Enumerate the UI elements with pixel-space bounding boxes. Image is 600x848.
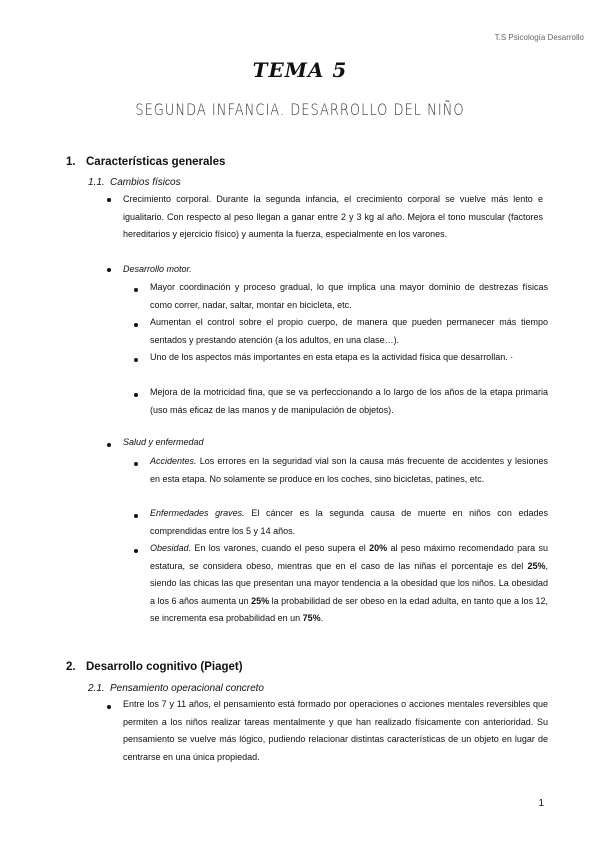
subsection-1-1-heading [88,177,181,188]
paragraph-crecimiento: Crecimiento corporal. Durante la segunda infancia, el crecimiento corporal se vuelve más lento e igualitario. Con respecto al peso llegan a ganar entre 2 y 3 kg al año. Mejora el tono muscular (factores hereditarios y ejercicio físico) y aumenta la fuerza, especialmente en los varones. [123,194,543,239]
health-obesity: Obesidad. En los varones, cuando el peso supera el 20% al peso máximo recomendado para su estatura, se considera obeso, mientras que en el caso de las niñas el porcentaje es del 25%, siendo las chicas las que presentan una mayor tendencia a la obesidad que los niños. La obesidad a los 6 años aumenta un 25% la probabilidad de ser obeso en la edad adulta, en tanto que a los 12, se incrementa esa probabilidad en un 75%. [150,543,548,623]
section-1-number: 1. [66,156,76,168]
bullet-icon [107,268,111,272]
motor-item-3: Uno de los aspectos más importantes en esta etapa es la actividad física que desarrollan. · [150,352,514,362]
bullet-icon [107,443,111,447]
section-1-heading [66,156,225,168]
subsection-2-1-title: Pensamiento operacional concreto [110,683,264,694]
motor-item-4: Mejora de la motricidad fina, que se va perfeccionando a lo largo de los años de la etapa primaria (uso más eficaz de las manos y de manipulación de objetos). [150,387,548,415]
bullet-icon [134,549,138,553]
bullet-icon [107,705,111,709]
section-1-title: Características generales [86,156,226,168]
document-title: TEMA 5 [252,58,348,82]
motor-item-2: Aumentan el control sobre el propio cuerpo, de manera que pueden permanecer más tiempo sentados y prestando atención (a los adultos, en una clase…). [150,317,548,345]
health-serious: Enfermedades graves. El cáncer es la segunda causa de muerte en niños con edades comprendidas entre los 5 y 14 años. [150,508,548,536]
bullet-icon [134,462,138,466]
health-accidents: Accidentes. Los errores en la seguridad vial son la causa más frecuente de accidentes y lesiones en esta etapa. No solamente se produce en los coches, sino bicicletas, patines, etc. [150,456,548,484]
running-header: T.S Psicología Desarrollo [494,33,584,42]
bullet-icon [134,323,138,327]
section-2-heading [66,661,243,673]
bullet-icon [134,358,138,362]
section-2-number: 2. [66,661,76,673]
motor-item-1: Mayor coordinación y proceso gradual, lo que implica una mayor dominio de destrezas físicas como correr, nadar, saltar, montar en bicicleta, etc. [150,282,548,310]
motor-label: Desarrollo motor. [123,264,192,274]
paragraph-operacional: Entre los 7 y 11 años, el pensamiento está formado por operaciones o acciones mentales reversibles que permiten a los niños realizar tareas mentalmente y que han realizado físicamente con anterioridad. Su pensamiento se vuelve más lógico, pudiendo relacionar distintas características de un objeto en lugar de centrarse en una única propiedad. [123,699,548,762]
subsection-2-1-number: 2.1. [88,683,105,694]
bullet-icon [107,198,111,202]
bullet-icon [134,288,138,292]
health-label: Salud y enfermedad [123,437,204,447]
bullet-icon [134,514,138,518]
section-2-title: Desarrollo cognitivo (Piaget) [86,661,243,673]
subsection-2-1-heading [88,683,264,694]
bullet-icon [134,393,138,397]
subsection-1-1-number: 1.1. [88,177,105,188]
subsection-1-1-title: Cambios físicos [110,177,181,188]
document-subtitle: SEGUNDA INFANCIA. DESARROLLO DEL NIÑO [135,101,465,120]
page-number: 1 [538,798,544,809]
